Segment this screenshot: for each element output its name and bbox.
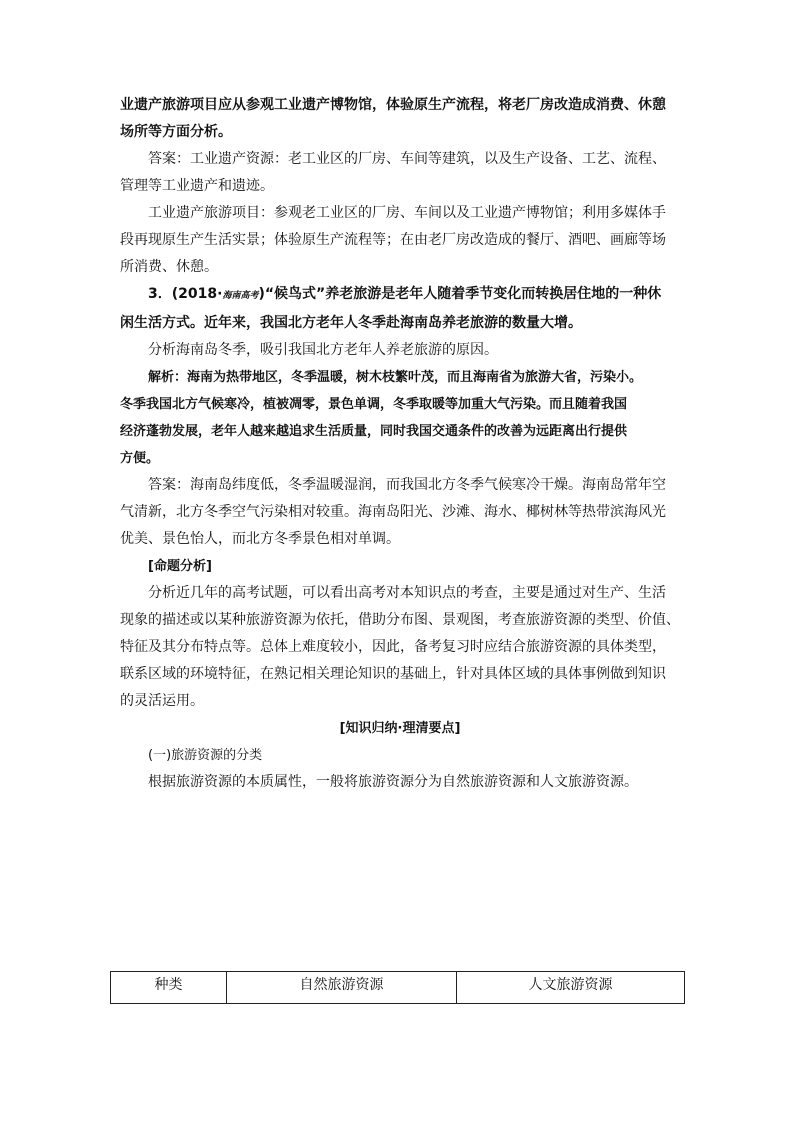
question-number: 3．(2018·	[148, 286, 223, 302]
proposition-line: 分析近几年的高考试题，可以看出高考对本知识点的考查，主要是通过对生产、生活	[148, 585, 666, 601]
table-header-cell: 自然旅游资源	[227, 972, 457, 1004]
table-row	[111, 972, 685, 1004]
knowledge-heading: [知识归纳·理清要点]	[339, 721, 461, 736]
intro-line: 场所等方面分析。	[120, 124, 232, 140]
answer-line: 工业遗产旅游项目：参观老工业区的厂房、车间以及工业遗产博物馆；利用多媒体手	[148, 205, 666, 221]
answer-line: 段再现原生产生活实景；体验原生产流程等；在由老厂房改造成的餐厅、酒吧、画廊等场	[120, 232, 666, 248]
proposition-line: 现象的描述或以某种旅游资源为依托，借助分布图、景观图，考查旅游资源的类型、价值、	[120, 612, 680, 628]
answer-line: 气清新，北方冬季空气污染相对较重。海南岛阳光、沙滩、海水、椰树林等热带滨海风光	[120, 504, 666, 520]
knowledge-subheading: (一)旅游资源的分类	[148, 748, 263, 763]
resource-types-table	[110, 971, 685, 1004]
answer-line: 管理等工业遗产和遗迹。	[120, 178, 274, 194]
document-body	[120, 92, 680, 796]
proposition-line: 联系区域的环境特征，在熟记相关理论知识的基础上，针对具体区域的具体事例做到知识	[120, 666, 666, 682]
proposition-line: 的灵活运用。	[120, 693, 204, 709]
proposition-line: 特征及其分布特点等。总体上难度较小，因此，备考复习时应结合旅游资源的具体类型，	[120, 639, 666, 655]
question-3	[120, 281, 680, 310]
question-prompt: 分析海南岛冬季，吸引我国北方老年人养老旅游的原因。	[148, 342, 498, 358]
analysis-line: 解析：海南为热带地区，冬季温暖，树木枝繁叶茂，而且海南省为旅游大省，污染小。	[148, 370, 643, 385]
table-header-cell: 人文旅游资源	[457, 972, 685, 1004]
analysis-line: 冬季我国北方气候寒冷，植被凋零，景色单调，冬季取暖等加重大气污染。而且随着我国	[120, 397, 628, 412]
analysis-line: 经济蓬勃发展，老年人越来越追求生活质量，同时我国交通条件的改善为远距离出行提供	[120, 424, 628, 439]
table-header-cell: 种类	[111, 972, 227, 1004]
answer-line: 所消费、休憩。	[120, 259, 218, 275]
knowledge-line: 根据旅游资源的本质属性，一般将旅游资源分为自然旅游资源和人文旅游资源。	[148, 774, 638, 790]
answer-line: 答案：工业遗产资源：老工业区的厂房、车间等建筑，以及生产设备、工艺、流程、	[148, 151, 666, 167]
analysis-line: 方便。	[120, 451, 160, 466]
question-source: 海南高考	[222, 291, 259, 301]
answer-line: 优美、景色怡人，而北方冬季景色相对单调。	[120, 531, 400, 547]
question-text: )“候鸟式”养老旅游是老年人随着季节变化而转换居住地的一种休	[258, 286, 662, 302]
intro-line: 业遗产旅游项目应从参观工业遗产博物馆，体验原生产流程，将老厂房改造成消费、休憩	[120, 97, 666, 113]
proposition-heading: [命题分析]	[148, 559, 212, 574]
question-line: 闲生活方式。近年来，我国北方老年人冬季赴海南岛养老旅游的数量大增。	[120, 315, 582, 331]
answer-line: 答案：海南岛纬度低，冬季温暖湿润，而我国北方冬季气候寒冷干燥。海南岛常年空	[148, 477, 666, 493]
